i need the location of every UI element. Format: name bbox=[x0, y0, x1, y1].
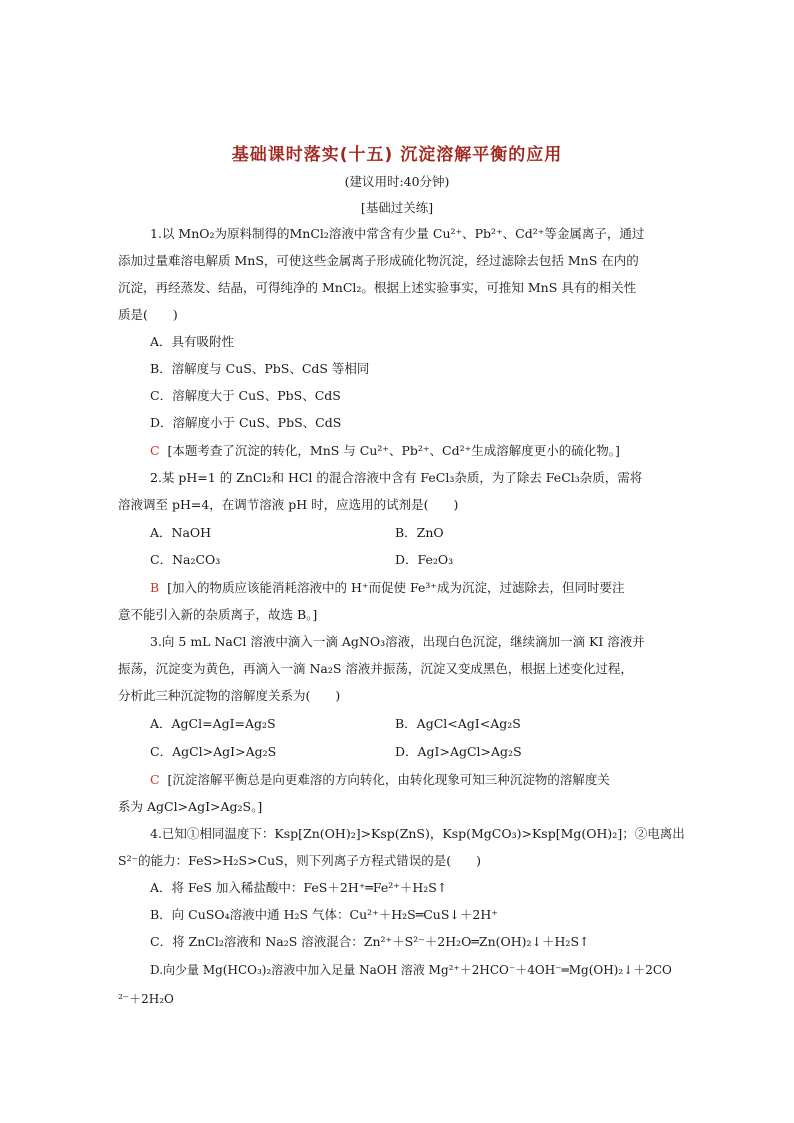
q1-option-a: A．具有吸附性 bbox=[150, 334, 235, 349]
q1-stem-line-2: 添加过量难溶电解质 MnS，可使这些金属离子形成硫化物沉淀，经过滤除去包括 MnS 在内的 bbox=[118, 253, 639, 268]
q3-stem-line-2: 振荡，沉淀变为黄色，再滴入一滴 Na₂S 溶液并振荡，沉淀又变成黑色，根据上述变化过程， bbox=[118, 661, 633, 676]
q1-stem-line-3: 沉淀，再经蒸发、结晶，可得纯净的 MnCl₂。根据上述实验事实，可推知 MnS 具有的相关性 bbox=[118, 280, 637, 295]
q1-stem-line-1: 1.以 MnO₂为原料制得的MnCl₂溶液中常含有少量 Cu²⁺、Pb²⁺、Cd²⁺等金属离子，通过 bbox=[150, 226, 645, 241]
section-heading: [基础过关练] bbox=[360, 200, 434, 215]
q2-answer-letter: B bbox=[150, 580, 160, 595]
q3-answer-line-1 bbox=[150, 771, 610, 789]
q2-answer-line-2: 意不能引入新的杂质离子，故选 B。] bbox=[118, 607, 318, 622]
q4-option-a: A．将 FeS 加入稀盐酸中：FeS＋2H⁺═Fe²⁺＋H₂S↑ bbox=[150, 880, 448, 895]
q4-option-c: C．将 ZnCl₂溶液和 Na₂S 溶液混合：Zn²⁺＋S²⁻＋2H₂O═Zn(OH)₂↓＋H₂S↑ bbox=[150, 934, 590, 949]
q2-stem-line-1: 2.某 pH=1 的 ZnCl₂和 HCl 的混合溶液中含有 FeCl₃杂质，为了除去 FeCl₃杂质，需将 bbox=[150, 470, 643, 485]
q2-option-c: C．Na₂CO₃ bbox=[150, 552, 221, 567]
q1-option-b: B．溶解度与 CuS、PbS、CdS 等相同 bbox=[150, 361, 370, 376]
q3-option-d: D．AgI>AgCl>Ag₂S bbox=[395, 744, 522, 759]
q1-answer-letter: C bbox=[150, 443, 160, 458]
q3-option-c: C．AgCl>AgI>Ag₂S bbox=[150, 744, 277, 759]
q3-stem-line-3: 分析此三种沉淀物的溶解度关系为( ) bbox=[118, 688, 341, 703]
q1-answer-text: [本题考查了沉淀的转化，MnS 与 Cu²⁺、Pb²⁺、Cd²⁺生成溶解度更小的硫化物。] bbox=[167, 443, 620, 458]
q4-option-d-tail: ²⁻＋2H₂O bbox=[118, 992, 174, 1006]
suggested-time: (建议用时:40分钟) bbox=[344, 174, 450, 189]
q2-option-a: A．NaOH bbox=[150, 525, 212, 540]
q4-stem-line-1: 4.已知①相同温度下：Ksp[Zn(OH)₂]>Ksp(ZnS)，Ksp(MgCO₃)>Ksp[Mg(OH)₂]；②电离出 bbox=[150, 826, 685, 841]
q2-answer-text-1: [加入的物质应该能消耗溶液中的 H⁺而促使 Fe³⁺成为沉淀，过滤除去，但同时要注 bbox=[167, 580, 625, 595]
q4-option-b: B．向 CuSO₄溶液中通 H₂S 气体：Cu²⁺＋H₂S═CuS↓＋2H⁺ bbox=[150, 907, 498, 922]
q2-option-d: D．Fe₂O₃ bbox=[395, 552, 454, 567]
q3-answer-text-1: [沉淀溶解平衡总是向更难溶的方向转化，由转化现象可知三种沉淀物的溶解度关 bbox=[167, 772, 610, 787]
q2-option-b: B．ZnO bbox=[395, 525, 444, 540]
q2-answer-line-1 bbox=[150, 579, 624, 597]
q3-option-b: B．AgCl<AgI<Ag₂S bbox=[395, 716, 521, 731]
q3-option-a: A．AgCl=AgI=Ag₂S bbox=[150, 716, 276, 731]
q3-stem-line-1: 3.向 5 mL NaCl 溶液中滴入一滴 AgNO₃溶液，出现白色沉淀，继续滴加一滴 KI 溶液并 bbox=[150, 634, 645, 649]
q1-stem-line-4: 质是( ) bbox=[118, 307, 178, 322]
q4-option-d: D.向少量 Mg(HCO₃)₂溶液中加入足量 NaOH 溶液 Mg²⁺＋2HCO⁻＋4OH⁻═Mg(OH)₂↓＋2CO bbox=[150, 963, 672, 977]
q4-stem-line-2: S²⁻的能力：FeS>H₂S>CuS，则下列离子方程式错误的是( ) bbox=[118, 853, 481, 868]
q2-stem-line-2: 溶液调至 pH=4，在调节溶液 pH 时，应选用的试剂是( ) bbox=[118, 497, 459, 512]
q3-answer-line-2: 系为 AgCl>AgI>Ag₂S。] bbox=[118, 799, 263, 814]
q1-answer bbox=[150, 442, 620, 460]
page-title: 基础课时落实(十五) 沉淀溶解平衡的应用 bbox=[231, 145, 563, 165]
q3-answer-letter: C bbox=[150, 772, 160, 787]
q1-option-d: D．溶解度小于 CuS、PbS、CdS bbox=[150, 415, 342, 430]
q1-option-c: C．溶解度大于 CuS、PbS、CdS bbox=[150, 388, 341, 403]
